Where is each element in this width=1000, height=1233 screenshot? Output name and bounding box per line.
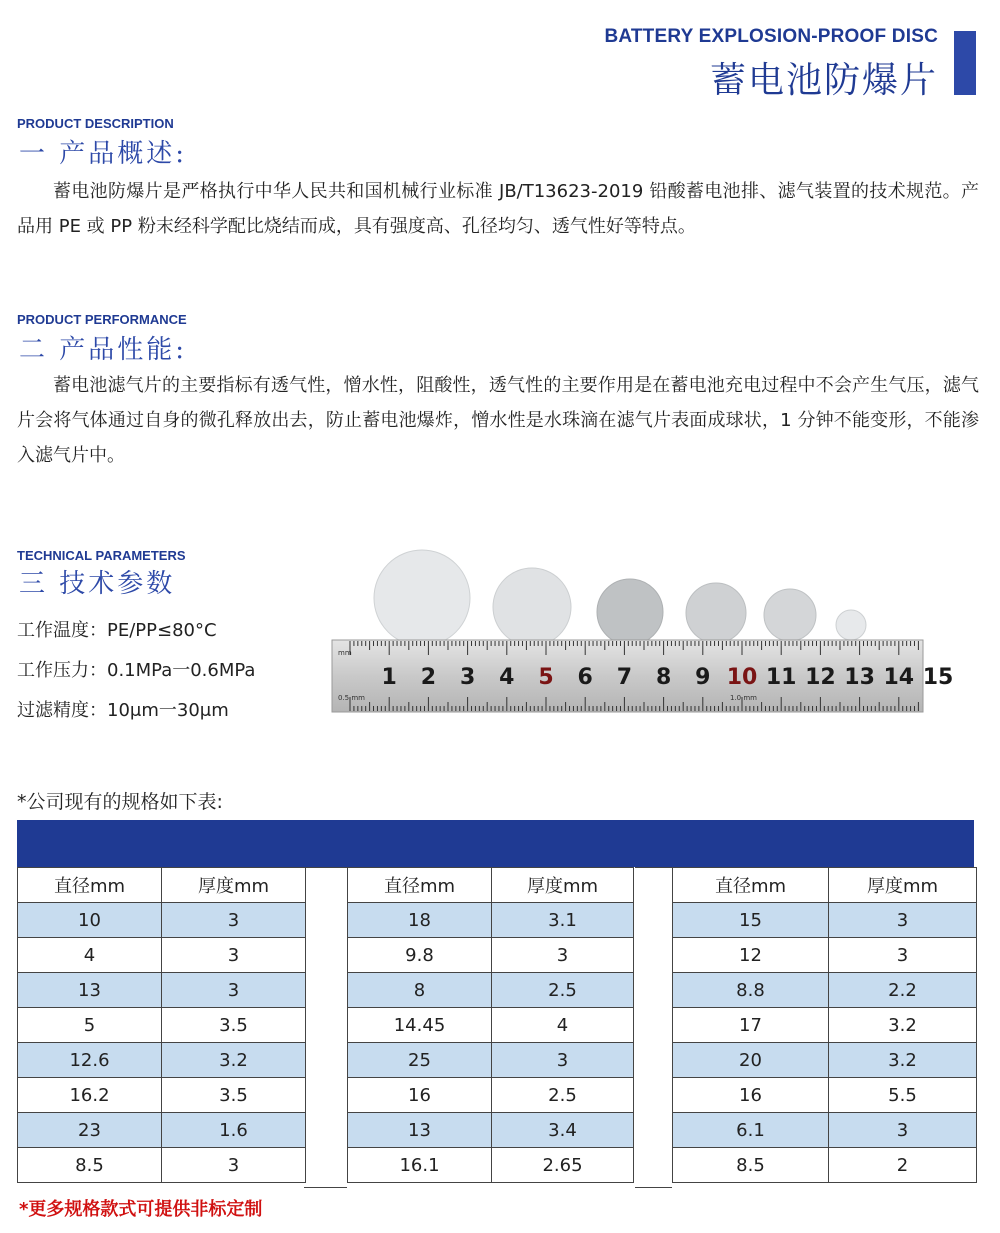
header-title-cn: 蓄电池防爆片 [709,60,938,101]
table-row [673,1113,977,1148]
param-temperature: 工作温度：PE/PP≤80°C [17,620,217,641]
ruler-number: 8 [655,665,672,690]
cell-diameter: 4 [18,938,162,973]
ruler-number: 2 [420,665,437,690]
ruler-number: 15 [922,665,954,690]
ruler-number: 13 [844,665,875,690]
table-row [18,903,306,938]
section-performance-heading: 二 产品性能: [19,335,188,365]
table-footnote: *更多规格款式可提供非标定制 [19,1199,263,1220]
cell-diameter: 8.5 [673,1148,829,1183]
cell-thickness: 4 [492,1008,634,1043]
table-row [673,903,977,938]
ruler-number: 3 [459,665,476,690]
cell-thickness: 2.5 [492,973,634,1008]
table-row [673,1008,977,1043]
cell-thickness: 5.5 [829,1078,977,1113]
cell-thickness: 1.6 [162,1113,306,1148]
table-row [348,1148,634,1183]
table-row [18,1078,306,1113]
cell-thickness: 3.2 [162,1043,306,1078]
cell-diameter: 12 [673,938,829,973]
cell-thickness: 3 [162,973,306,1008]
table-row [348,1078,634,1113]
table-row [673,973,977,1008]
table-gap [304,867,347,1188]
cell-diameter: 6.1 [673,1113,829,1148]
table-row [18,1043,306,1078]
section-technical-en: TECHNICAL PARAMETERS [17,548,186,563]
cell-thickness: 3 [162,1148,306,1183]
spec-table-1 [17,867,306,1183]
section-technical-heading: 三 技术参数 [19,569,176,599]
table-row [18,1113,306,1148]
ruler-unit-mid: 1.0 mm [730,694,757,702]
cell-diameter: 23 [18,1113,162,1148]
section-description-heading: 一 产品概述: [19,139,188,169]
table-row [673,1148,977,1183]
ruler-number: 5 [538,665,554,690]
cell-diameter: 16.1 [348,1148,492,1183]
table-row [348,973,634,1008]
section-description-text: 蓄电池防爆片是严格执行中华人民共和国机械行业标准 JB/T13623-2019 铅酸蓄电池排、滤气装置的技术规范。产品用 PE 或 PP 粉末经科学配比烧结而成，具有强度高、孔径均匀、透气性好等特点。 [17,181,979,237]
cell-diameter: 14.45 [348,1008,492,1043]
cell-thickness: 2.5 [492,1078,634,1113]
cell-thickness: 3 [829,1113,977,1148]
ruler-number: 11 [765,665,797,690]
spec-table-3 [672,867,977,1183]
cell-diameter: 18 [348,903,492,938]
cell-diameter: 13 [18,973,162,1008]
cell-diameter: 17 [673,1008,829,1043]
section-performance-en: PRODUCT PERFORMANCE [17,312,187,327]
cell-diameter: 9.8 [348,938,492,973]
table-row [18,1008,306,1043]
table-row [673,938,977,973]
ruler-number: 1 [381,665,397,690]
header-title-en: BATTERY EXPLOSION-PROOF DISC [604,26,938,47]
header-diameter: 直径mm [673,868,829,903]
cell-thickness: 3 [162,938,306,973]
cell-thickness: 3 [492,938,634,973]
param-pressure: 工作压力：0.1MPa一0.6MPa [17,660,256,681]
table-row [348,1043,634,1078]
cell-thickness: 3 [492,1043,634,1078]
cell-diameter: 8.8 [673,973,829,1008]
cell-thickness: 3.2 [829,1008,977,1043]
table-gap [635,867,672,1188]
disc-large [374,550,470,646]
cell-thickness: 3 [829,938,977,973]
table-row [348,1008,634,1043]
cell-diameter: 16.2 [18,1078,162,1113]
cell-thickness: 3.2 [829,1043,977,1078]
cell-thickness: 3.5 [162,1078,306,1113]
section-performance-text: 蓄电池滤气片的主要指标有透气性，憎水性，阻酸性，透气性的主要作用是在蓄电池充电过程中不会产生气压，滤气片会将气体通过自身的微孔释放出去，防止蓄电池爆炸，憎水性是水珠滴在滤气片表面成球状，1 分钟不能变形，不能渗入滤气片中。 [17,375,979,466]
table-row [673,1043,977,1078]
cell-thickness: 3 [162,903,306,938]
table-row [348,903,634,938]
cell-thickness: 3.1 [492,903,634,938]
table-row [673,1078,977,1113]
cell-diameter: 8 [348,973,492,1008]
cell-thickness: 2.2 [829,973,977,1008]
product-photo [330,540,954,716]
disc-tiny [836,610,866,640]
ruler-number: 4 [499,665,515,690]
cell-thickness: 3.5 [162,1008,306,1043]
ruler-number: 7 [616,665,633,690]
cell-thickness: 3 [829,903,977,938]
cell-diameter: 16 [348,1078,492,1113]
cell-diameter: 5 [18,1008,162,1043]
header-diameter: 直径mm [18,868,162,903]
ruler-unit-top: mm [338,649,352,657]
header-thickness: 厚度mm [162,868,306,903]
table-row [348,1113,634,1148]
table-row [18,938,306,973]
cell-diameter: 12.6 [18,1043,162,1078]
disc-medium-small [686,583,746,643]
header-diameter: 直径mm [348,868,492,903]
ruler-number: 14 [883,665,915,690]
ruler-number: 10 [726,665,758,690]
cell-thickness: 2.65 [492,1148,634,1183]
cell-diameter: 8.5 [18,1148,162,1183]
cell-diameter: 15 [673,903,829,938]
ruler-number: 6 [577,665,593,690]
cell-thickness: 2 [829,1148,977,1183]
table-title-bar [17,820,974,867]
table-row [18,973,306,1008]
cell-diameter: 25 [348,1043,492,1078]
spec-table-2 [347,867,634,1183]
table-row [18,1148,306,1183]
table-note: *公司现有的规格如下表: [17,791,223,813]
disc-medium-large [493,568,571,646]
cell-thickness: 3.4 [492,1113,634,1148]
ruler-number: 9 [695,665,711,690]
ruler-unit-bottom: 0.5 mm [338,694,365,702]
header-thickness: 厚度mm [829,868,977,903]
cell-diameter: 13 [348,1113,492,1148]
table-row [348,938,634,973]
cell-diameter: 20 [673,1043,829,1078]
header-thickness: 厚度mm [492,868,634,903]
param-precision: 过滤精度：10μm一30μm [17,700,229,721]
cell-diameter: 10 [18,903,162,938]
ruler-number: 12 [805,665,836,690]
section-description-en: PRODUCT DESCRIPTION [17,116,174,131]
disc-small [764,589,816,641]
disc-medium [597,579,663,645]
header-accent-bar [954,31,976,95]
cell-diameter: 16 [673,1078,829,1113]
